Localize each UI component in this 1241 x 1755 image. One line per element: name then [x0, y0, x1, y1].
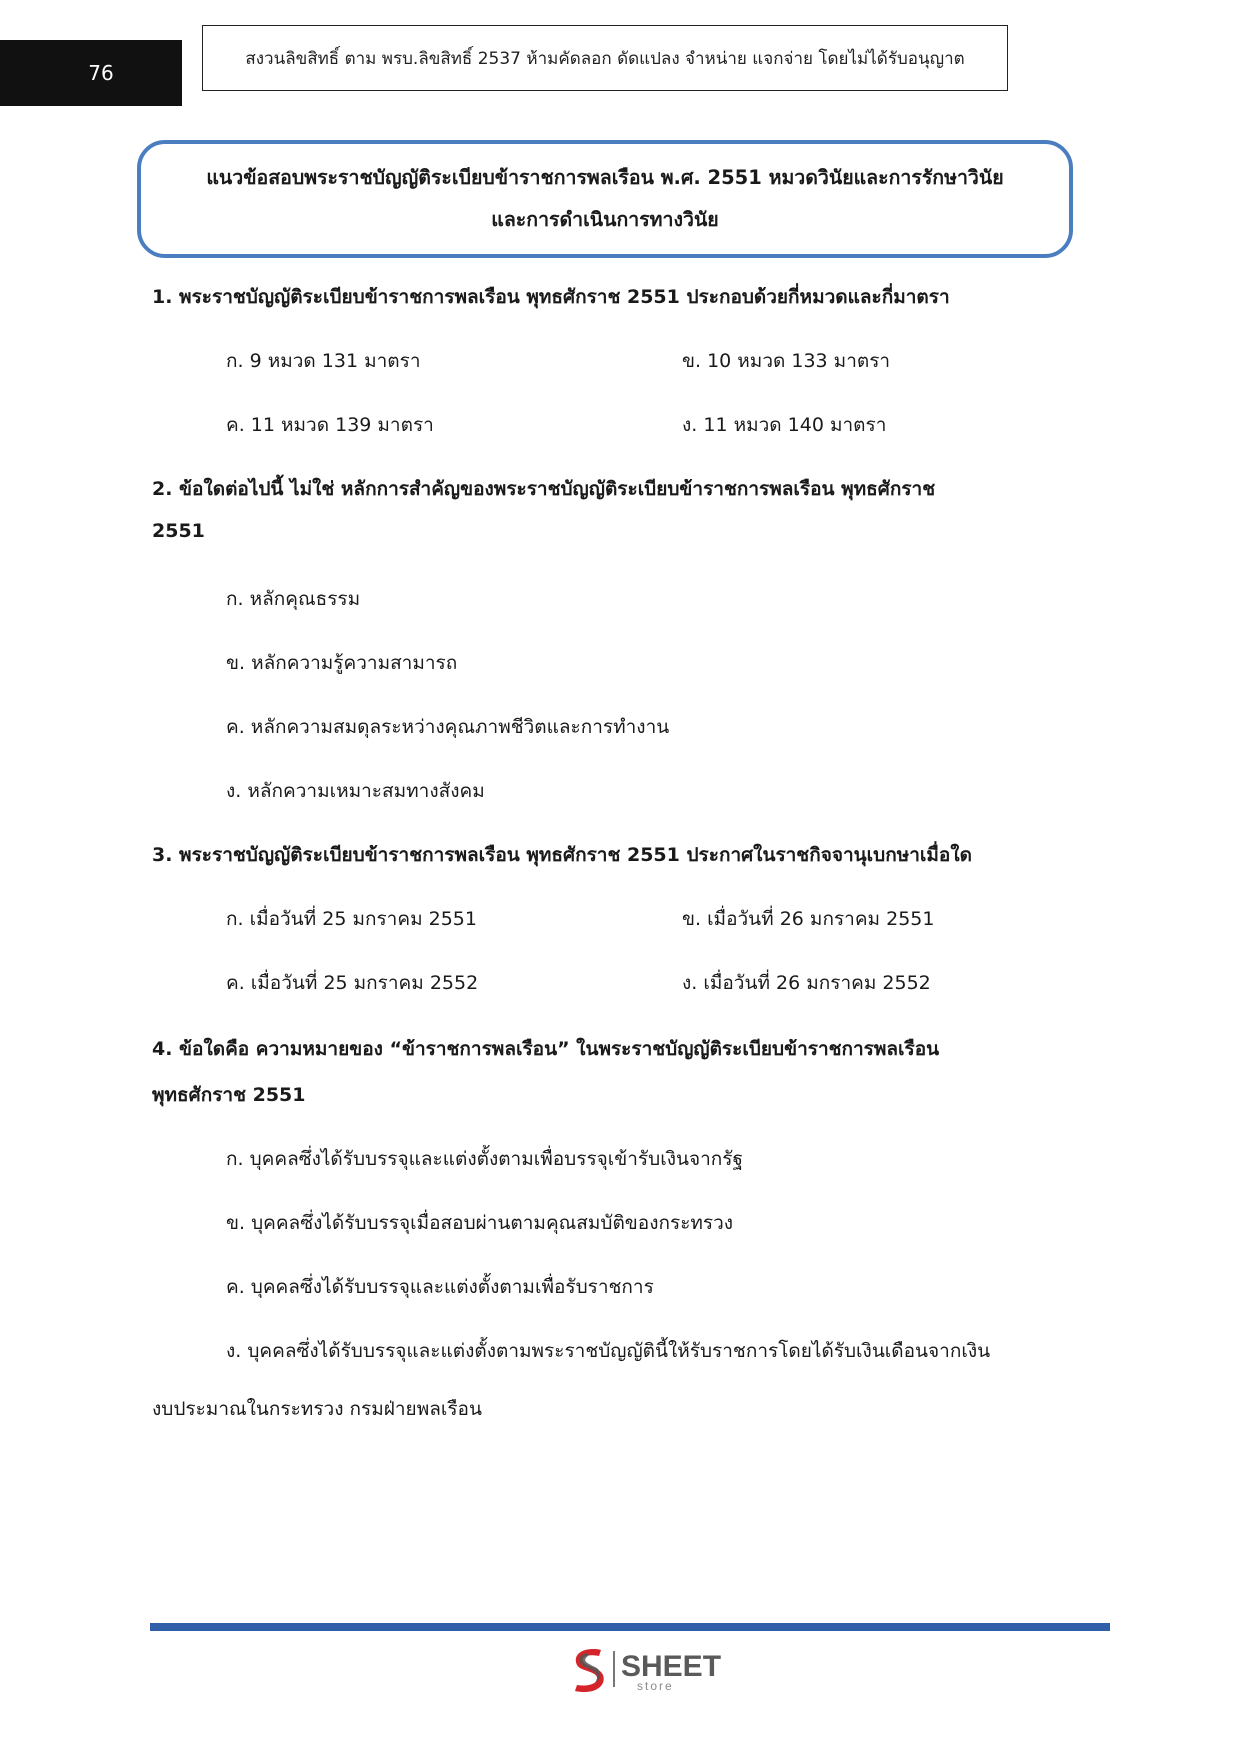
question-1: 1. พระราชบัญญัติระเบียบข้าราชการพลเรือน พุทธศักราช 2551 ประกอบด้วยกี่หมวดและกี่มาตรา [152, 286, 950, 308]
question-2-line1: 2. ข้อใดต่อไปนี้ ไม่ใช่ หลักการสำคัญของพระราชบัญญัติระเบียบข้าราชการพลเรือน พุทธศักราช [152, 478, 936, 500]
question-3-option-d: ง. เมื่อวันที่ 26 มกราคม 2552 [682, 972, 931, 994]
question-4-option-c: ค. บุคคลซึ่งได้รับบรรจุและแต่งตั้งตามเพื่อรับราชการ [226, 1276, 654, 1298]
logo-text: SHEET [621, 1650, 722, 1683]
sheet-store-logo [565, 1643, 735, 1695]
question-2-line2: 2551 [152, 520, 205, 542]
section-title-line2: และการดำเนินการทางวินัย [491, 208, 719, 231]
question-4-option-d-continuation: งบประมาณในกระทรวง กรมฝ่ายพลเรือน [152, 1398, 482, 1420]
copyright-text: สงวนลิขสิทธิ์ ตาม พรบ.ลิขสิทธิ์ 2537 ห้ามคัดลอก ดัดแปลง จำหน่าย แจกจ่าย โดยไม่ได้รับอนุญาต [245, 48, 965, 69]
question-2-option-a: ก. หลักคุณธรรม [226, 588, 361, 610]
question-4-line1: 4. ข้อใดคือ ความหมายของ “ข้าราชการพลเรือน” ในพระราชบัญญัติระเบียบข้าราชการพลเรือน [152, 1038, 940, 1060]
logo-subtext: store [637, 1679, 674, 1693]
question-2-option-b: ข. หลักความรู้ความสามารถ [226, 652, 458, 674]
question-4-option-b: ข. บุคคลซึ่งได้รับบรรจุเมื่อสอบผ่านตามคุณสมบัติของกระทรวง [226, 1212, 734, 1234]
question-4-line2: พุทธศักราช 2551 [152, 1084, 306, 1106]
copyright-notice [202, 25, 1008, 91]
question-2-option-d: ง. หลักความเหมาะสมทางสังคม [226, 780, 485, 802]
footer-rule [150, 1623, 1110, 1631]
page-number-text: 76 [88, 61, 114, 85]
question-1-option-c: ค. 11 หมวด 139 มาตรา [226, 414, 434, 436]
question-3-option-a: ก. เมื่อวันที่ 25 มกราคม 2551 [226, 908, 477, 930]
question-1-option-d: ง. 11 หมวด 140 มาตรา [682, 414, 887, 436]
question-1-option-b: ข. 10 หมวด 133 มาตรา [682, 350, 891, 372]
question-4-option-a: ก. บุคคลซึ่งได้รับบรรจุและแต่งตั้งตามเพื่อบรรจุเข้ารับเงินจากรัฐ [226, 1148, 743, 1170]
question-3: 3. พระราชบัญญัติระเบียบข้าราชการพลเรือน พุทธศักราช 2551 ประกาศในราชกิจจานุเบกษาเมื่อใด [152, 844, 972, 866]
section-title-line1: แนวข้อสอบพระราชบัญญัติระเบียบข้าราชการพลเรือน พ.ศ. 2551 หมวดวินัยและการรักษาวินัย [206, 166, 1004, 189]
page-number [0, 40, 182, 106]
question-4-option-d: ง. บุคคลซึ่งได้รับบรรจุและแต่งตั้งตามพระราชบัญญัตินี้ให้รับราชการโดยได้รับเงินเดือนจากเงิน [226, 1340, 991, 1362]
sheet-store-s-logo-icon [575, 1649, 604, 1692]
question-2-option-c: ค. หลักความสมดุลระหว่างคุณภาพชีวิตและการทำงาน [226, 716, 670, 738]
question-3-option-b: ข. เมื่อวันที่ 26 มกราคม 2551 [682, 908, 935, 930]
question-3-option-c: ค. เมื่อวันที่ 25 มกราคม 2552 [226, 972, 479, 994]
question-1-option-a: ก. 9 หมวด 131 มาตรา [226, 350, 421, 372]
section-title-box [137, 140, 1073, 258]
